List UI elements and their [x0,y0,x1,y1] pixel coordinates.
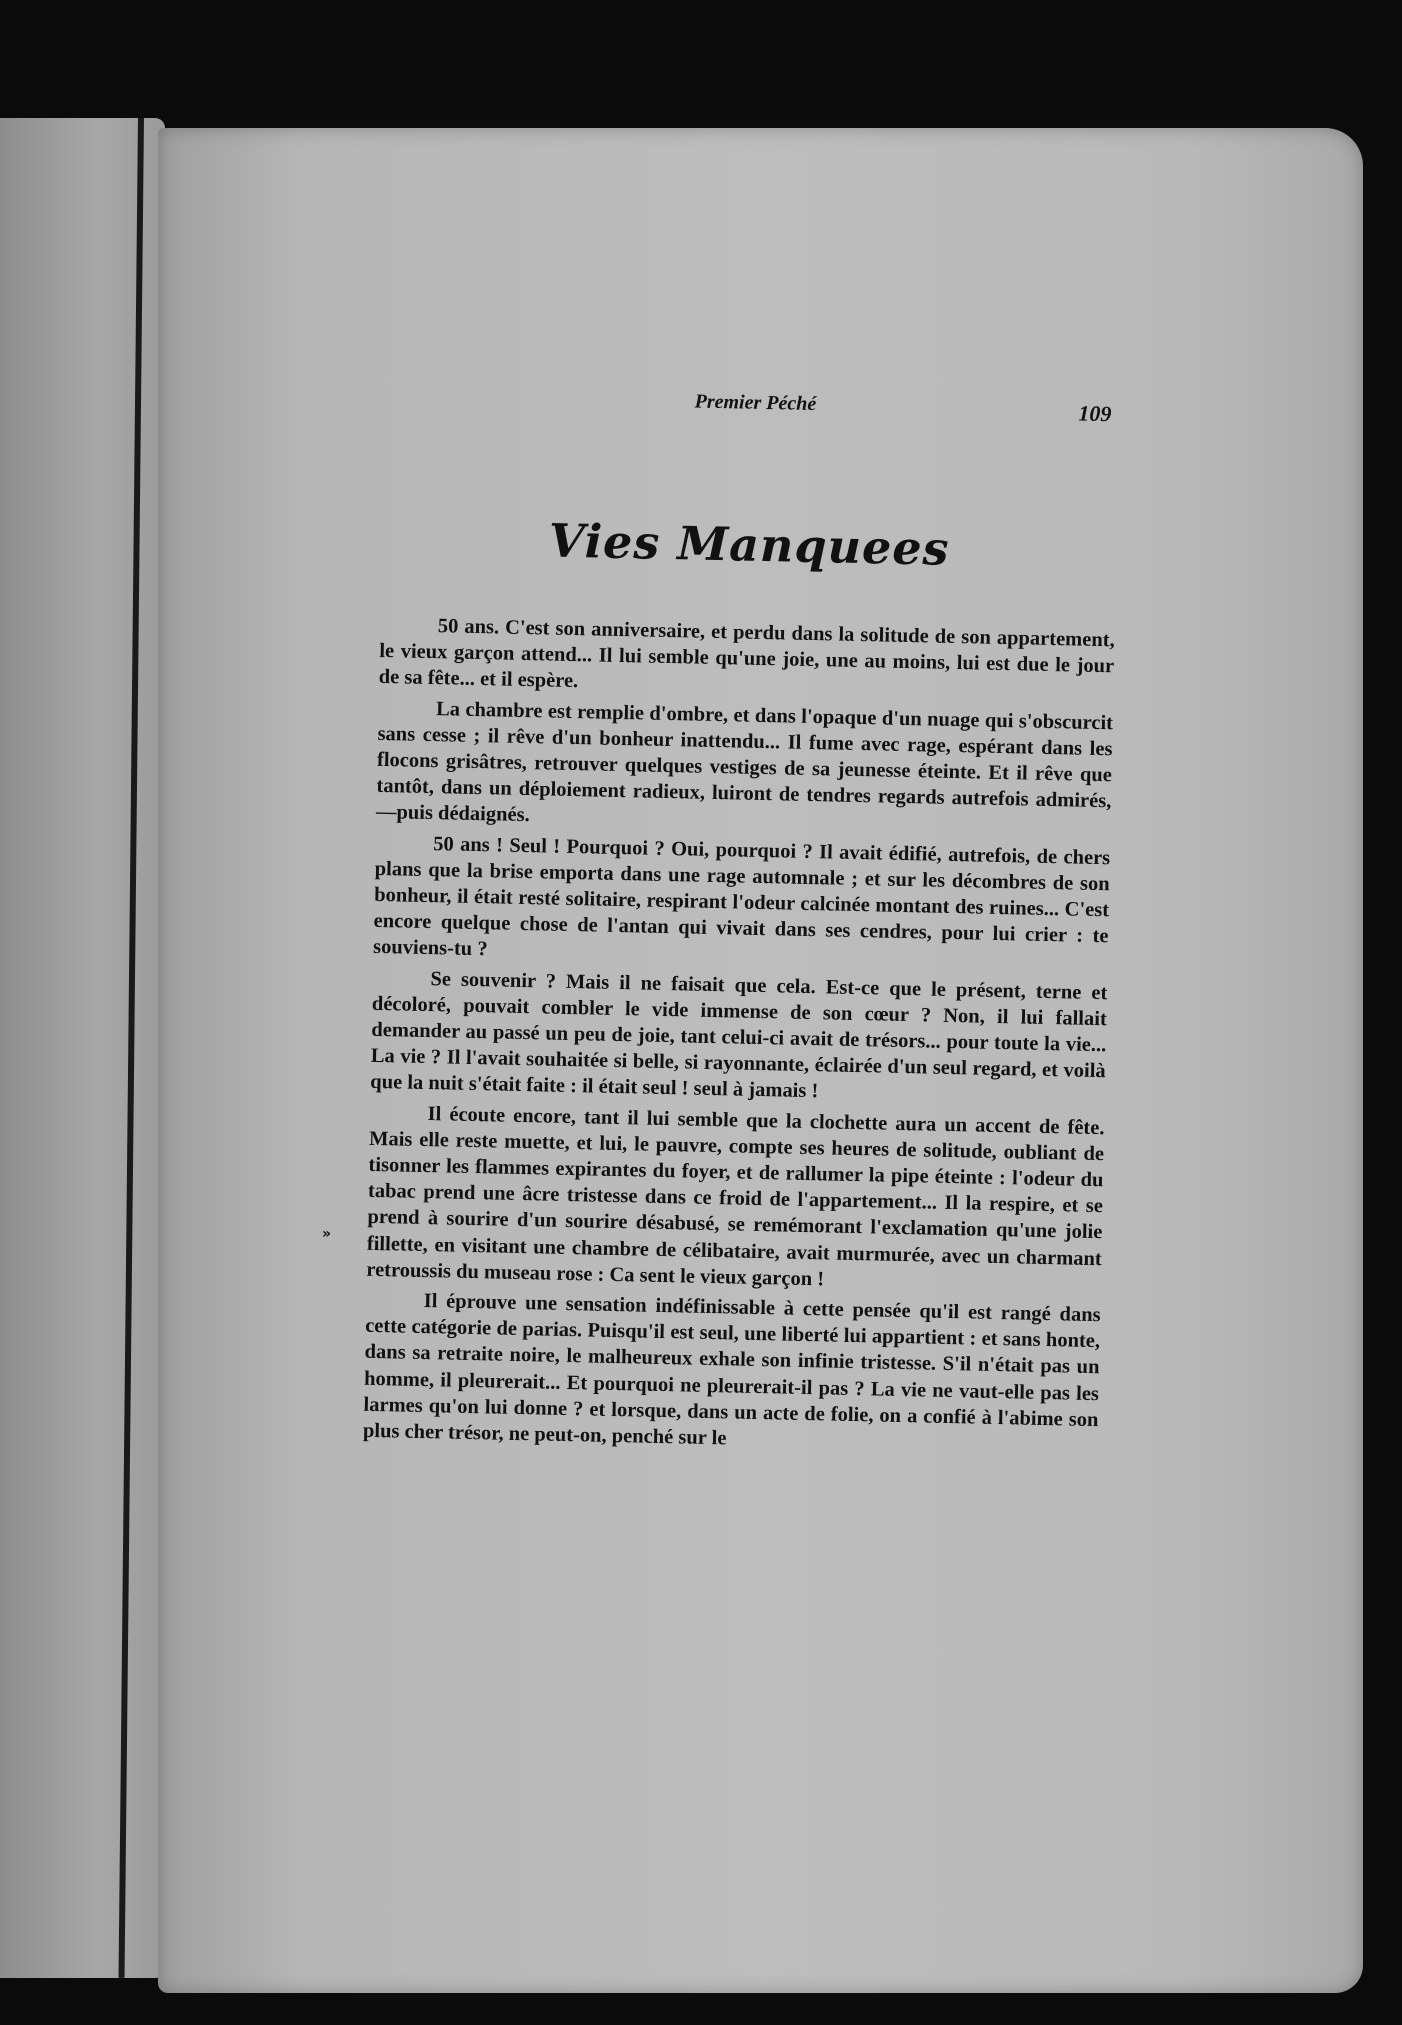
paragraph-3: 50 ans ! Seul ! Pourquoi ? Oui, pourquoi ? Il avait édifié, autrefois, de chers plans que la brise emporta dans une rage automnale ; et sur les décombres de son bonheur, il était resté solitaire, respirant l'odeur calcinée montant des ruines... C'est encore quelque chose de l'antan qui vivait dans ses cendres, pour lui crier : te souviens-tu ? [372,832,1111,961]
page-number: 109 [1078,400,1112,427]
paragraph-1: 50 ans. C'est son anniversaire, et perdu dans la solitude de son appartement, le vieux garçon attend... Il lui semble qu'une joie, une au moins, lui est due le jour de sa fête... et il espère. [378,615,1115,693]
page-text-block [363,380,1120,1463]
running-head: Premier Péché [694,390,817,416]
chapter-title: Vies Manquees [548,513,951,576]
paragraph-5: Il écoute encore, tant il lui semble que la clochette aura un accent de fête. Mais elle reste muette, et lui, le pauvre, compte ses heures de solitude, oubliant de tisonner les flammes expirantes du foyer, et de rallumer la pipe éteinte : l'odeur du tabac prend une âcre tristesse dans ce froid de l'appartement... Il la respire, et se prend à sourire d'un sourire désabusé, se remémorant l'exclamation qu'une jolie fillette, en visitant une chambre de célibataire, avait murmurée, avec un charmant retroussis du museau rose : Ca sent le vieux garçon ! [366,1102,1105,1291]
paragraph-2: La chambre est remplie d'ombre, et dans l'opaque d'un nuage qui s'obscurcit sans cesse ; il rêve d'un bonheur inattendu... Il fume avec rage, espérant dans les flocons grisâtres, retrouver quelques vestiges de sa jeunesse éteinte. Et il rêve que tantôt, dans un déploiement radieux, luiront de tendres regards autrefois admirés,—puis dédaignés. [375,697,1114,827]
paragraph-6: Il éprouve une sensation indéfinissable à cette pensée qu'il est rangé dans cette catégorie de parias. Puisqu'il est seul, une liberté lui appartient : et sans honte, dans sa retraite noire, le malheureux exhale son infinie tristesse. S'il n'était pas un homme, il pleurerait... Et pourquoi ne pleurerait-il pas ? La vie ne vaut-elle pas les larmes qu'on lui donne ? et lorsque, dans un acte de folie, on a confié à l'abime son plus cher trésor, ne peut-on, penché sur le [362,1290,1101,1450]
paragraph-4: Se souvenir ? Mais il ne faisait que cela. Est-ce que le présent, terne et décoloré, pouvait combler le vide immense de son cœur ? Non, il lui fallait demander au passé un peu de joie, tant celui-ci avait de trésors... pour toute la vie... La vie ? Il l'avait souhaitée si belle, si rayonnante, éclairée d'un seul regard, et voilà que la nuit s'était faite : il était seul ! seul à jamais ! [370,967,1108,1103]
margin-mark: » [322,1226,332,1242]
